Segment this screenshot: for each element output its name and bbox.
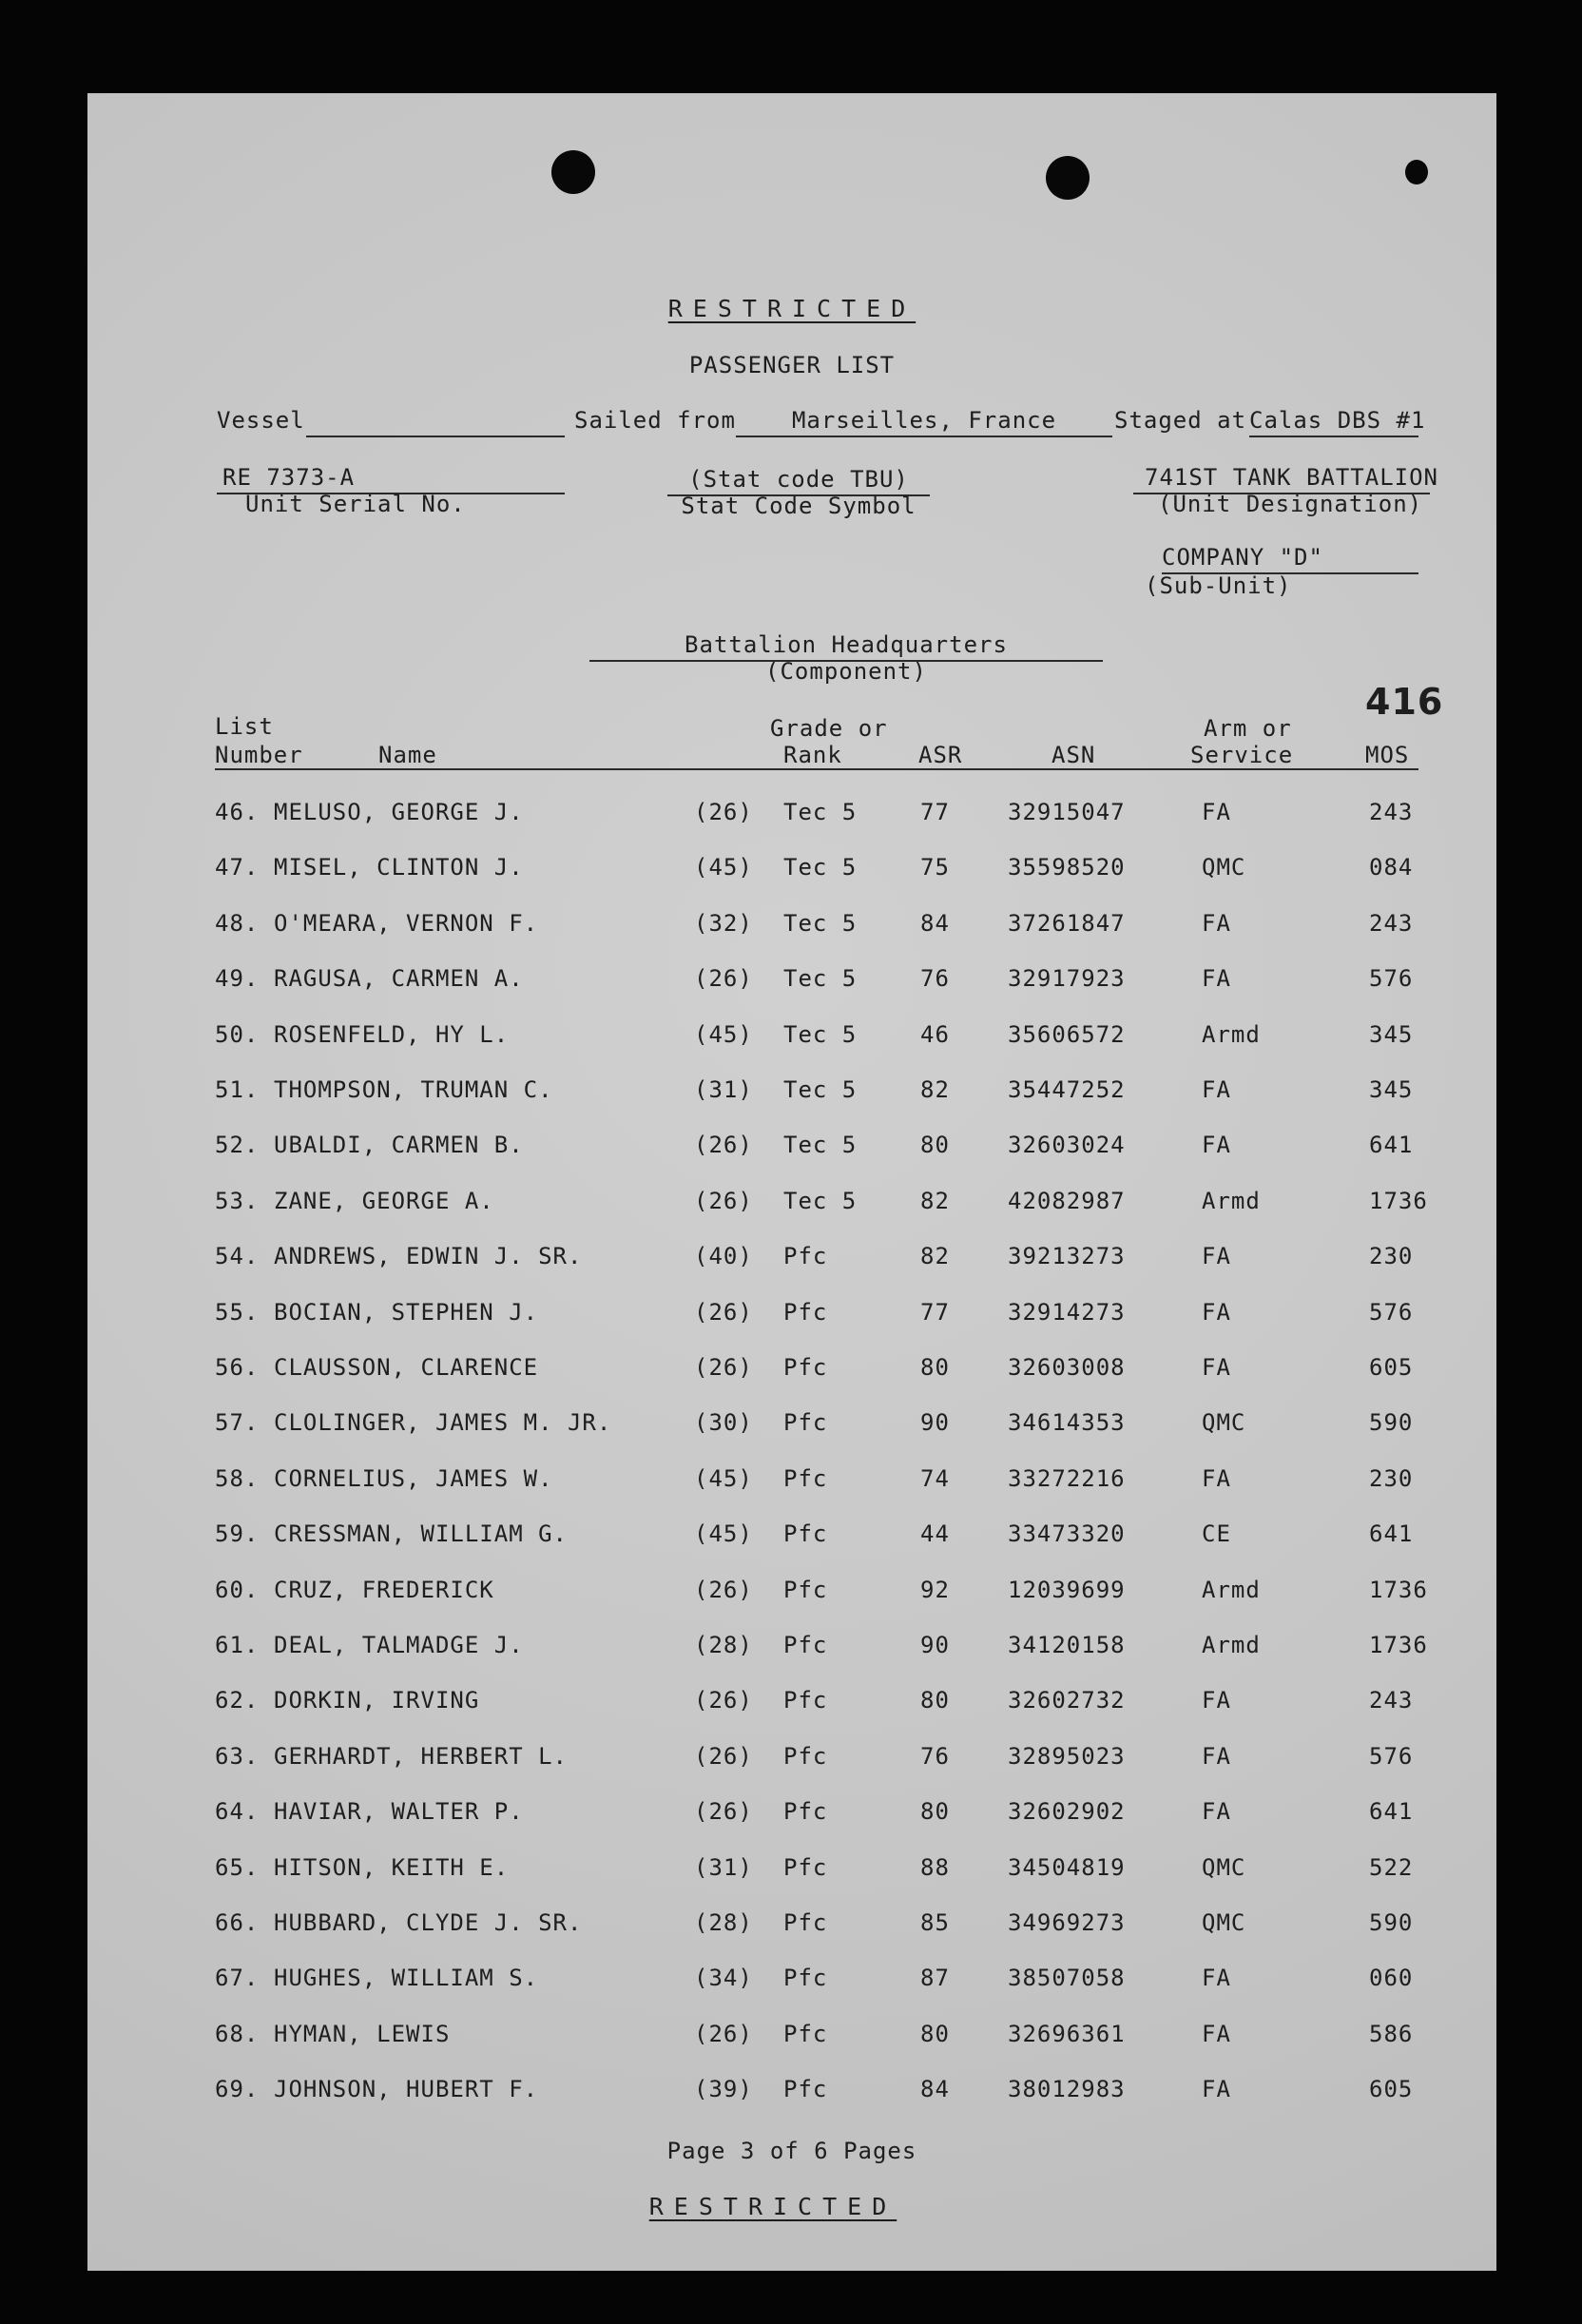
grade: Pfc — [783, 1243, 828, 1270]
code: (45) — [694, 1464, 753, 1492]
table-row — [87, 1798, 1496, 1836]
asr: 87 — [920, 1965, 950, 1992]
asr: 90 — [920, 1409, 950, 1437]
col-list-number-line2: Number — [215, 742, 303, 768]
table-row — [87, 1632, 1496, 1670]
mos: 576 — [1369, 1298, 1414, 1326]
mos: 243 — [1369, 1687, 1414, 1714]
punch-hole-center — [1046, 156, 1090, 200]
table-row — [87, 1243, 1496, 1281]
col-asn: ASN — [1051, 742, 1096, 768]
list-number: 55. — [215, 1298, 260, 1326]
page-info: Page 3 of 6 Pages — [666, 2138, 917, 2164]
component-label: (Component) — [765, 658, 927, 685]
list-number: 56. — [215, 1354, 260, 1381]
stat-code-label: Stat Code Symbol — [681, 493, 916, 519]
code: (40) — [694, 1243, 753, 1270]
passenger-name: CLAUSSON, CLARENCE — [274, 1354, 539, 1381]
asr: 80 — [920, 1354, 950, 1381]
asr: 82 — [920, 1243, 950, 1270]
punch-hole-left — [551, 150, 595, 194]
document-page — [87, 93, 1496, 2271]
list-number: 63. — [215, 1742, 260, 1770]
passenger-name: HITSON, KEITH E. — [274, 1853, 510, 1881]
passenger-name: ROSENFELD, HY L. — [274, 1020, 510, 1048]
asr: 80 — [920, 1798, 950, 1826]
list-number: 48. — [215, 909, 260, 937]
asn: 34969273 — [1008, 1909, 1126, 1936]
passenger-name: CLOLINGER, JAMES M. JR. — [274, 1409, 612, 1437]
asn: 33272216 — [1008, 1464, 1126, 1492]
grade: Tec 5 — [783, 1132, 858, 1159]
arm-or-service: Armd — [1202, 1576, 1261, 1603]
unit-designation-label: (Unit Designation) — [1158, 491, 1423, 517]
code: (31) — [694, 1853, 753, 1881]
arm-or-service: FA — [1202, 799, 1231, 825]
arm-or-service: Armd — [1202, 1632, 1261, 1658]
mos: 084 — [1369, 854, 1414, 881]
grade: Pfc — [783, 1687, 828, 1714]
mos: 230 — [1369, 1464, 1414, 1492]
grade: Pfc — [783, 1354, 828, 1381]
asn: 32603024 — [1008, 1132, 1126, 1159]
passenger-name: HAVIAR, WALTER P. — [274, 1798, 524, 1826]
mos: 060 — [1369, 1965, 1414, 1992]
asn: 32914273 — [1008, 1298, 1126, 1326]
grade: Pfc — [783, 1632, 828, 1658]
mos: 641 — [1369, 1520, 1414, 1548]
col-mos: MOS — [1365, 742, 1410, 768]
list-number: 65. — [215, 1853, 260, 1881]
grade: Pfc — [783, 1853, 828, 1881]
passenger-name: UBALDI, CARMEN B. — [274, 1132, 524, 1159]
code: (26) — [694, 1576, 753, 1603]
grade: Tec 5 — [783, 909, 858, 937]
arm-or-service: Armd — [1202, 1187, 1261, 1214]
grade: Tec 5 — [783, 1020, 858, 1048]
unit-serial-label: Unit Serial No. — [245, 491, 466, 517]
asn: 35606572 — [1008, 1020, 1126, 1048]
asr: 75 — [920, 854, 950, 881]
code: (28) — [694, 1909, 753, 1936]
punch-hole-right — [1405, 160, 1428, 184]
table-row — [87, 1409, 1496, 1447]
staged-at-label: Staged at — [1114, 407, 1247, 434]
mos: 243 — [1369, 909, 1414, 937]
list-number: 61. — [215, 1632, 260, 1658]
grade: Pfc — [783, 1742, 828, 1770]
code: (34) — [694, 1965, 753, 1992]
list-number: 49. — [215, 965, 260, 993]
list-number: 54. — [215, 1243, 260, 1270]
code: (31) — [694, 1076, 753, 1103]
table-row — [87, 1743, 1496, 1781]
list-number: 53. — [215, 1187, 260, 1214]
table-row — [87, 1854, 1496, 1892]
mos: 230 — [1369, 1243, 1414, 1270]
passenger-name: MISEL, CLINTON J. — [274, 854, 524, 881]
asr: 84 — [920, 909, 950, 937]
col-arm-line2: Service — [1190, 742, 1294, 768]
list-number: 58. — [215, 1464, 260, 1492]
grade: Pfc — [783, 1576, 828, 1603]
table-row — [87, 1354, 1496, 1392]
arm-or-service: FA — [1202, 2020, 1231, 2047]
grade: Tec 5 — [783, 1076, 858, 1103]
passenger-name: HUGHES, WILLIAM S. — [274, 1965, 539, 1992]
asn: 33473320 — [1008, 1520, 1126, 1548]
grade: Pfc — [783, 1965, 828, 1992]
passenger-name: BOCIAN, STEPHEN J. — [274, 1298, 539, 1326]
classification-bottom: RESTRICTED — [648, 2193, 897, 2220]
asr: 80 — [920, 2020, 950, 2047]
asn: 32602902 — [1008, 1798, 1126, 1826]
code: (26) — [694, 1298, 753, 1326]
asr: 46 — [920, 1020, 950, 1048]
asn: 32915047 — [1008, 799, 1126, 825]
table-row — [87, 1299, 1496, 1337]
mos: 641 — [1369, 1132, 1414, 1159]
grade: Pfc — [783, 1298, 828, 1326]
passenger-name: JOHNSON, HUBERT F. — [274, 2076, 539, 2103]
arm-or-service: FA — [1202, 1798, 1231, 1826]
asr: 77 — [920, 1298, 950, 1326]
grade: Tec 5 — [783, 1187, 858, 1214]
arm-or-service: FA — [1202, 965, 1231, 993]
asn: 35447252 — [1008, 1076, 1126, 1103]
table-row — [87, 1076, 1496, 1114]
mos: 605 — [1369, 1354, 1414, 1381]
asn: 32603008 — [1008, 1354, 1126, 1381]
arm-or-service: QMC — [1202, 1909, 1246, 1936]
asn: 32602732 — [1008, 1687, 1126, 1714]
arm-or-service: FA — [1202, 1076, 1231, 1103]
arm-or-service: FA — [1202, 1687, 1231, 1714]
asn: 35598520 — [1008, 854, 1126, 881]
list-number: 46. — [215, 799, 260, 825]
table-row — [87, 1520, 1496, 1559]
mos: 243 — [1369, 799, 1414, 825]
asr: 44 — [920, 1520, 950, 1548]
unit-serial-value: RE 7373-A — [217, 464, 565, 494]
asr: 92 — [920, 1576, 950, 1603]
sub-unit-value: COMPANY "D" — [1162, 544, 1418, 574]
arm-or-service: FA — [1202, 2076, 1231, 2103]
grade: Pfc — [783, 1409, 828, 1437]
col-grade-line2: Rank — [783, 742, 842, 768]
mos: 641 — [1369, 1798, 1414, 1826]
asn: 38012983 — [1008, 2076, 1126, 2103]
arm-or-service: FA — [1202, 909, 1231, 937]
list-number: 67. — [215, 1965, 260, 1992]
asn: 37261847 — [1008, 909, 1126, 937]
code: (26) — [694, 1187, 753, 1214]
arm-or-service: CE — [1202, 1520, 1231, 1548]
mos: 586 — [1369, 2020, 1414, 2047]
table-row — [87, 2021, 1496, 2059]
table-row — [87, 1465, 1496, 1503]
sub-unit-label: (Sub-Unit) — [1145, 572, 1292, 599]
code: (26) — [694, 965, 753, 993]
mos: 1736 — [1369, 1187, 1428, 1214]
grade: Pfc — [783, 2076, 828, 2103]
passenger-name: RAGUSA, CARMEN A. — [274, 965, 524, 993]
arm-or-service: FA — [1202, 1464, 1231, 1492]
asn: 34614353 — [1008, 1409, 1126, 1437]
col-asr: ASR — [918, 742, 963, 768]
code: (30) — [694, 1409, 753, 1437]
passenger-name: ANDREWS, EDWIN J. SR. — [274, 1243, 583, 1270]
asr: 90 — [920, 1632, 950, 1658]
asr: 77 — [920, 799, 950, 825]
list-number: 66. — [215, 1909, 260, 1936]
list-number: 47. — [215, 854, 260, 881]
mos: 345 — [1369, 1020, 1414, 1048]
code: (26) — [694, 1132, 753, 1159]
mos: 1736 — [1369, 1576, 1428, 1603]
list-number: 52. — [215, 1132, 260, 1159]
arm-or-service: FA — [1202, 1354, 1231, 1381]
passenger-name: THOMPSON, TRUMAN C. — [274, 1076, 553, 1103]
code: (32) — [694, 909, 753, 937]
table-row — [87, 799, 1496, 837]
asn: 38507058 — [1008, 1965, 1126, 1992]
passenger-name: MELUSO, GEORGE J. — [274, 799, 524, 825]
mos: 590 — [1369, 1409, 1414, 1437]
passenger-name: DORKIN, IRVING — [274, 1687, 480, 1714]
passenger-name: ZANE, GEORGE A. — [274, 1187, 494, 1214]
asr: 88 — [920, 1853, 950, 1881]
asr: 80 — [920, 1687, 950, 1714]
asn: 42082987 — [1008, 1187, 1126, 1214]
grade: Tec 5 — [783, 965, 858, 993]
arm-or-service: FA — [1202, 1298, 1231, 1326]
component-value: Battalion Headquarters — [589, 631, 1103, 662]
table-row — [87, 965, 1496, 1003]
col-list-number-line1: List — [215, 713, 274, 740]
arm-or-service: QMC — [1202, 1853, 1246, 1881]
staged-at-value: Calas DBS #1 — [1249, 407, 1418, 437]
table-row — [87, 1909, 1496, 1947]
arm-or-service: FA — [1202, 1243, 1231, 1270]
code: (39) — [694, 2076, 753, 2103]
asn: 32917923 — [1008, 965, 1126, 993]
passenger-name: GERHARDT, HERBERT L. — [274, 1742, 568, 1770]
document-title: PASSENGER LIST — [688, 352, 896, 378]
col-grade-line1: Grade or — [770, 715, 888, 742]
mos: 576 — [1369, 1742, 1414, 1770]
mos: 605 — [1369, 2076, 1414, 2103]
table-row — [87, 2076, 1496, 2114]
unit-designation-value: 741ST TANK BATTALION — [1133, 464, 1430, 494]
table-row — [87, 1188, 1496, 1226]
asr: 85 — [920, 1909, 950, 1936]
table-row — [87, 1577, 1496, 1615]
list-number: 51. — [215, 1076, 260, 1103]
passenger-name: CRESSMAN, WILLIAM G. — [274, 1520, 568, 1548]
grade: Pfc — [783, 1464, 828, 1492]
code: (26) — [694, 1742, 753, 1770]
arm-or-service: QMC — [1202, 854, 1246, 881]
arm-or-service: FA — [1202, 1132, 1231, 1159]
mos: 345 — [1369, 1076, 1414, 1103]
table-row — [87, 910, 1496, 948]
asr: 84 — [920, 2076, 950, 2103]
passenger-name: HYMAN, LEWIS — [274, 2020, 451, 2047]
asn: 34504819 — [1008, 1853, 1126, 1881]
code: (45) — [694, 1520, 753, 1548]
stat-code-value: (Stat code TBU) — [667, 466, 930, 496]
table-row — [87, 1687, 1496, 1725]
table-row — [87, 854, 1496, 892]
arm-or-service: QMC — [1202, 1409, 1246, 1437]
vessel-value — [306, 407, 565, 437]
passenger-name: HUBBARD, CLYDE J. SR. — [274, 1909, 583, 1936]
code: (26) — [694, 799, 753, 825]
code: (45) — [694, 854, 753, 881]
code: (26) — [694, 1354, 753, 1381]
code: (26) — [694, 1798, 753, 1826]
list-number: 64. — [215, 1798, 260, 1826]
asr: 76 — [920, 1742, 950, 1770]
table-row — [87, 1132, 1496, 1170]
mos: 522 — [1369, 1853, 1414, 1881]
list-number: 60. — [215, 1576, 260, 1603]
code: (26) — [694, 2020, 753, 2047]
code: (45) — [694, 1020, 753, 1048]
classification-top: RESTRICTED — [667, 295, 916, 322]
asn: 12039699 — [1008, 1576, 1126, 1603]
list-number: 50. — [215, 1020, 260, 1048]
header-rule — [215, 768, 1418, 770]
asn: 39213273 — [1008, 1243, 1126, 1270]
code: (28) — [694, 1632, 753, 1658]
list-number: 59. — [215, 1520, 260, 1548]
asn: 32895023 — [1008, 1742, 1126, 1770]
grade: Tec 5 — [783, 799, 858, 825]
asr: 82 — [920, 1076, 950, 1103]
list-number: 62. — [215, 1687, 260, 1714]
list-number: 57. — [215, 1409, 260, 1437]
list-number: 68. — [215, 2020, 260, 2047]
passenger-name: CORNELIUS, JAMES W. — [274, 1464, 553, 1492]
mos: 590 — [1369, 1909, 1414, 1936]
code: (26) — [694, 1687, 753, 1714]
asr: 76 — [920, 965, 950, 993]
arm-or-service: FA — [1202, 1742, 1231, 1770]
sailed-from-label: Sailed from — [574, 407, 736, 434]
passenger-name: CRUZ, FREDERICK — [274, 1576, 494, 1603]
asr: 80 — [920, 1132, 950, 1159]
mos: 576 — [1369, 965, 1414, 993]
asr: 74 — [920, 1464, 950, 1492]
sailed-from-value: Marseilles, France — [736, 407, 1112, 437]
list-number: 69. — [215, 2076, 260, 2103]
grade: Pfc — [783, 1909, 828, 1936]
arm-or-service: FA — [1202, 1965, 1231, 1992]
asn: 32696361 — [1008, 2020, 1126, 2047]
grade: Pfc — [783, 1520, 828, 1548]
grade: Pfc — [783, 2020, 828, 2047]
asn: 34120158 — [1008, 1632, 1126, 1658]
table-row — [87, 1965, 1496, 2003]
table-row — [87, 1021, 1496, 1059]
mos-total: 416 — [1365, 681, 1444, 723]
col-name: Name — [378, 742, 437, 768]
asr: 82 — [920, 1187, 950, 1214]
col-arm-line1: Arm or — [1204, 715, 1292, 742]
grade: Pfc — [783, 1798, 828, 1826]
arm-or-service: Armd — [1202, 1020, 1261, 1048]
grade: Tec 5 — [783, 854, 858, 881]
passenger-name: DEAL, TALMADGE J. — [274, 1632, 524, 1658]
vessel-label: Vessel — [217, 407, 305, 434]
mos: 1736 — [1369, 1632, 1428, 1658]
passenger-name: O'MEARA, VERNON F. — [274, 909, 539, 937]
